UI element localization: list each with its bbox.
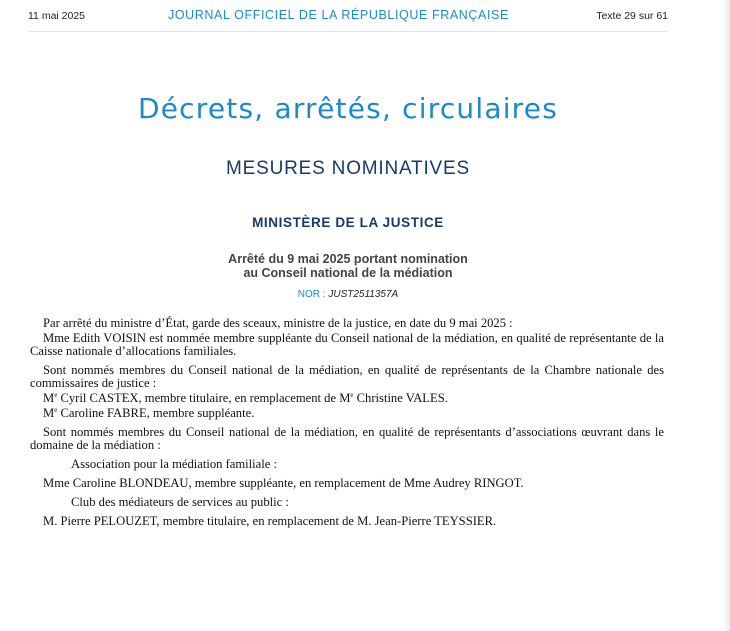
- castex-sup2: e: [350, 391, 354, 399]
- arrete-title: [0, 252, 696, 280]
- castex-sup: e: [54, 391, 58, 399]
- arrete-title-line2: au Conseil national de la médiation: [243, 266, 453, 280]
- paragraph-voisin: Mme Edith VOISIN est nommée membre suppléante du Conseil national de la médiation, en qualité de représentante de la Caisse nationale d’allocations familiales.: [30, 331, 664, 358]
- paragraph-pelouzet: M. Pierre PELOUZET, membre titulaire, en remplacement de M. Jean-Pierre TEYSSIER.: [43, 514, 497, 528]
- arrete-title-line1: Arrêté du 9 mai 2025 portant nomination: [228, 252, 468, 266]
- ministry-heading: MINISTÈRE DE LA JUSTICE: [252, 215, 444, 230]
- castex-prefix: M: [43, 391, 55, 405]
- paragraph-castex: [30, 392, 664, 405]
- header-text-counter: Texte 29 sur 61: [596, 10, 668, 22]
- paragraph-association-familiale: Association pour la médiation familiale :: [71, 457, 277, 471]
- section-title: Décrets, arrêtés, circulaires: [137, 92, 558, 125]
- nor-reference: [0, 289, 696, 300]
- nor-label: NOR :: [297, 289, 329, 300]
- castex-post: Christine VALES.: [353, 391, 448, 405]
- paragraph-associations: Sont nommés membres du Conseil national de la médiation, en qualité de représentants d’associations œuvrant dans le domaine de la médiation :: [30, 425, 664, 452]
- header-date: 11 mai 2025: [28, 10, 86, 22]
- header-journal-title: JOURNAL OFFICIEL DE LA RÉPUBLIQUE FRANÇAISE: [168, 8, 509, 22]
- paragraph-blondeau: Mme Caroline BLONDEAU, membre suppléante, en remplacement de Mme Audrey RINGOT.: [43, 476, 524, 490]
- paragraph-intro: Par arrêté du ministre d’État, garde des sceaux, ministre de la justice, en date du 9 mai 2025 :: [43, 316, 513, 330]
- fabre-sup: e: [54, 406, 58, 414]
- paragraph-commissaires: Sont nommés membres du Conseil national de la médiation, en qualité de représentants de la Chambre nationale des commissaires de justice :: [30, 363, 664, 390]
- section-subtitle: MESURES NOMINATIVES: [226, 158, 470, 179]
- fabre-prefix: M: [43, 406, 55, 420]
- castex-mid: Cyril CASTEX, membre titulaire, en remplacement de M: [57, 391, 351, 405]
- header-divider: [28, 31, 668, 32]
- paragraph-fabre: [30, 407, 664, 420]
- fabre-post: Caroline FABRE, membre suppléante.: [57, 406, 255, 420]
- page-header: [28, 8, 668, 26]
- arrete-body: [30, 317, 664, 528]
- page-edge: [722, 0, 730, 631]
- nor-value: JUST2511357A: [328, 289, 399, 300]
- paragraph-club-mediateurs: Club des médiateurs de services au public :: [71, 495, 289, 509]
